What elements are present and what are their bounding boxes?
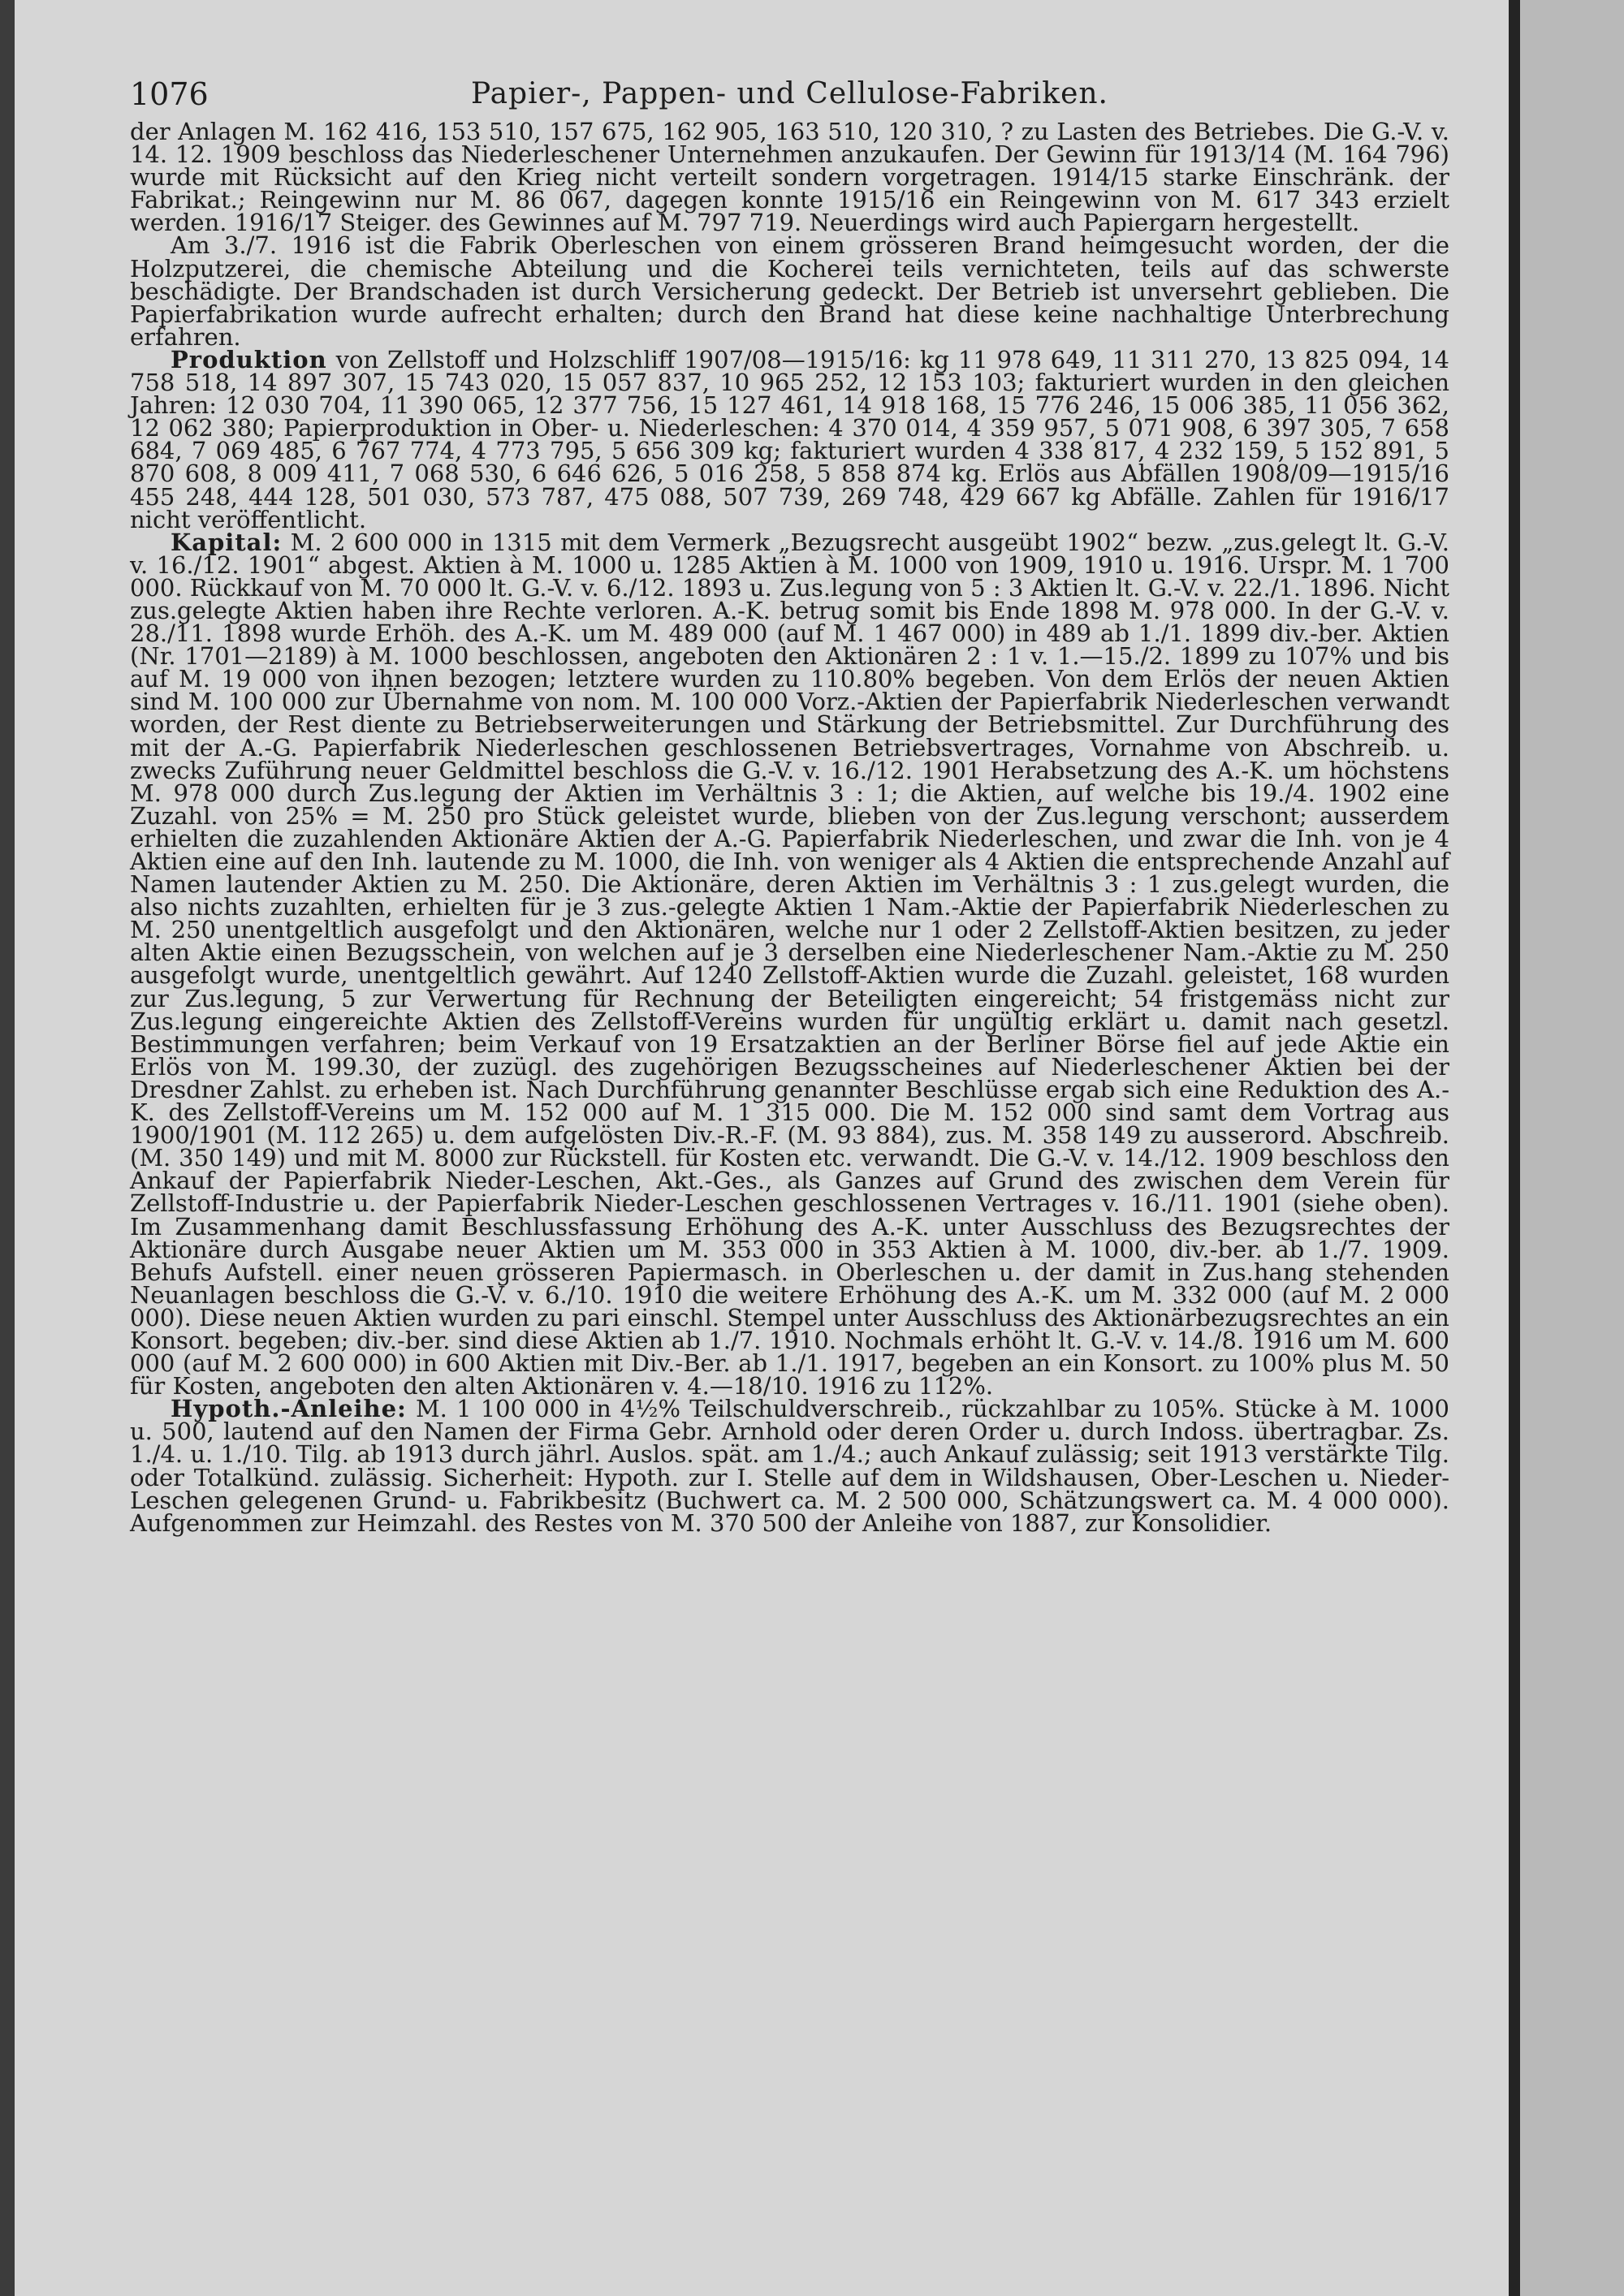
page-number: 1076 — [130, 76, 209, 112]
book-gutter — [1509, 0, 1520, 2296]
paragraph-lead: Hypoth.-Anleihe: — [171, 1395, 407, 1423]
paragraph-hypoth-anleihe: Hypoth.-Anleihe: M. 1 100 000 in 4½% Teilschuldverschreib., rückzahlbar zu 105%. Stücke à M. 1000 u. 500, lautend auf den Namen der Firma Gebr. Arnhold oder deren Order u. durch Indoss. übertragbar. Zs. 1./4. u. 1./10. Tilg. ab 1913 durch jährl. Auslos. spät. am 1./4.; auch Ankauf zulässig; seit 1913 verstärkte Tilg. oder Totalkünd. zulässig. Sicherheit: Hypoth. zur I. Stelle auf dem in Wildshausen, Ober-Leschen u. Nieder-Leschen gelegenen Grund- u. Fabrikbesitz (Buchwert ca. M. 2 500 000, Schätzungswert ca. M. 4 000 000). Aufgenommen zur Heimzahl. des Restes von M. 370 500 der Anleihe von 1887, zur Konsolidier. — [130, 1395, 1450, 1537]
adjacent-page-strip — [1520, 0, 1624, 2296]
paragraph-produktion: Produktion von Zellstoff und Holzschliff 1907/08—1915/16: kg 11 978 649, 11 311 270, 13 825 094, 14 758 518, 14 897 307, 15 743 020, 15 057 837, 10 965 252, 12 153 103; fakturiert wurden in den gleichen Jahren: 12 030 704, 11 390 065, 12 377 756, 15 127 461, 14 918 168, 15 776 246, 15 006 385, 11 056 362, 12 062 380; Papierproduktion in Ober- u. Niederleschen: 4 370 014, 4 359 957, 5 071 908, 6 397 305, 7 658 684, 7 069 485, 6 767 774, 4 773 795, 5 656 309 kg; fakturiert wurden 4 338 817, 4 232 159, 5 152 891, 5 870 608, 8 009 411, 7 068 530, 6 646 626, 5 016 258, 5 858 874 kg. Erlös aus Abfällen 1908/09—1915/16 455 248, 444 128, 501 030, 573 787, 475 088, 507 739, 269 748, 429 667 kg Abfälle. Zahlen für 1916/17 nicht veröffentlicht. — [130, 345, 1449, 533]
paragraph-kapital: Kapital: M. 2 600 000 in 1315 mit dem Vermerk „Bezugsrecht ausgeübt 1902“ bezw. „zus.gelegt lt. G.-V. v. 16./12. 1901“ abgest. Aktien à M. 1000 u. 1285 Aktien à M. 1000 von 1909, 1910 u. 1916. Urspr. M. 1 700 000. Rückkauf von M. 70 000 lt. G.-V. v. 6./12. 1893 u. Zus.legung von 5 : 3 Aktien lt. G.-V. v. 22./1. 1896. Nicht zus.gelegte Aktien haben ihre Rechte verloren. A.-K. betrug somit bis Ende 1898 M. 978 000. In der G.-V. v. 28./11. 1898 wurde Erhöh. des A.-K. um M. 489 000 (auf M. 1 467 000) in 489 ab 1./1. 1899 div.-ber. Aktien (Nr. 1701—2189) à M. 1000 beschlossen, angeboten den Aktionären 2 : 1 v. 1.—15./2. 1899 zu 107% und bis auf M. 19 000 von ihnen bezogen; letztere wurden zu 110.80% begeben. Von dem Erlös der neuen Aktien sind M. 100 000 zur Übernahme von nom. M. 100 000 Vorz.-Aktien der Papierfabrik Niederleschen verwandt worden, der Rest diente zu Betriebserweiterungen und Stärkung der Betriebsmittel. Zur Durchführung des mit der A.-G. Papierfabrik Niederleschen geschlossenen Betriebsvertrages, Vornahme von Abschreib. u. zwecks Zuführung neuer Geldmittel beschloss die G.-V. v. 16./12. 1901 Herabsetzung des A.-K. um höchstens M. 978 000 durch Zus.legung der Aktien im Verhältnis 3 : 1; die Aktien, auf welche bis 19./4. 1902 eine Zuzahl. von 25% = M. 250 pro Stück geleistet wurde, blieben von der Zus.legung verschont; ausserdem erhielten die zuzahlenden Aktionäre Aktien der A.-G. Papierfabrik Niederleschen, und zwar die Inh. von je 4 Aktien eine auf den Inh. lautende zu M. 1000, die Inh. von weniger als 4 Aktien die entsprechende Anzahl auf Namen lautender Aktien zu M. 250. Die Aktionäre, deren Aktien im Verhältnis 3 : 1 zus.gelegt wurden, die also nichts zuzahlten, erhielten für je 3 zus.-gelegte Aktien 1 Nam.-Aktie der Papierfabrik Niederleschen zu M. 250 unentgeltlich ausgefolgt und den Aktionären, welche nur 1 oder 2 Zellstoff-Aktien besitzen, zu jeder alten Aktie einen Bezugsschein, von welchen auf je 3 derselben eine Niederleschener Nam.-Aktie zu M. 250 ausgefolgt wurde, unentgeltlich gewährt. Auf 1240 Zellstoff-Aktien wurde die Zuzahl. geleistet, 168 wurden zur Zus.legung, 5 zur Verwertung für Rechnung der Beteiligten eingereicht; 54 fristgemäss nicht zur Zus.legung eingereichte Aktien des Zellstoff-Vereins wurden für ungültig erklärt u. damit nach gesetzl. Bestimmungen verfahren; beim Verkauf von 19 Ersatzaktien an der Berliner Börse fiel auf jede Aktie ein Erlös von M. 199.30, der zuzügl. des zugehörigen Bezugsscheines auf Niederleschener Aktien bei der Dresdner Zahlst. zu erheben ist. Nach Durchführung genannter Beschlüsse ergab sich eine Reduktion des A.-K. des Zellstoff-Vereins um M. 152 000 auf M. 1 315 000. Die M. 152 000 sind samt dem Vortrag aus 1900/1901 (M. 112 265) u. dem aufgelösten Div.-R.-F. (M. 93 884), zus. M. 358 149 zu ausserord. Abschreib. (M. 350 149) und mit M. 8000 zur Rückstell. für Kosten etc. verwandt. Die G.-V. v. 14./12. 1909 beschloss den Ankauf der Papierfabrik Nieder-Leschen, Akt.-Ges., als Ganzes auf Grund des zwischen dem Verein für Zellstoff-Industrie u. der Papierfabrik Nieder-Leschen geschlossenen Vertrages v. 16./11. 1901 (siehe oben). Im Zusammenhang damit Beschlussfassung Erhöhung des A.-K. unter Ausschluss des Bezugsrechtes der Aktionäre durch Ausgabe neuer Aktien um M. 353 000 in 353 Aktien à M. 1000, div.-ber. ab 1./7. 1909. Behufs Aufstell. einer neuen grösseren Papiermasch. in Oberleschen u. der damit in Zus.hang stehenden Neuanlagen beschloss die G.-V. v. 6./10. 1910 die weitere Erhöhung des A.-K. um M. 332 000 (auf M. 2 000 000). Diese neuen Aktien wurden zu pari einschl. Stempel unter Ausschluss des Aktionärbezugsrechtes an ein Konsort. begeben; div.-ber. sind diese Aktien ab 1./7. 1910. Nochmals erhöht lt. G.-V. v. 14./8. 1916 um M. 600 000 (auf M. 2 600 000) in 600 Aktien mit Div.-Ber. ab 1./1. 1917, begeben an ein Konsort. zu 100% plus M. 50 für Kosten, angeboten den alten Aktionären v. 4.—18/10. 1916 zu 112%. — [130, 528, 1449, 1400]
paragraph-anlagen: der Anlagen M. 162 416, 153 510, 157 675, 162 905, 163 510, 120 310, ? zu Lasten des Betriebes. Die G.-V. v. 14. 12. 1909 beschloss das Niederleschener Unternehmen anzukaufen. Der Gewinn für 1913/14 (M. 164 796) wurde mit Rücksicht auf den Krieg nicht verteilt sondern vorgetragen. 1914/15 starke Einschränk. der Fabrikat.; Reingewinn nur M. 86 067, dagegen konnte 1915/16 ein Reingewinn von M. 617 343 erzielt werden. 1916/17 Steiger. des Gewinnes auf M. 797 719. Neuerdings wird auch Papiergarn hergestellt. — [130, 118, 1449, 237]
paragraph-lead: Produktion — [171, 345, 327, 373]
page-content — [130, 65, 1450, 1537]
paragraph-lead: Kapital: — [171, 528, 283, 556]
page-header — [130, 65, 1449, 115]
scan-left-edge — [0, 0, 15, 2296]
running-head: Papier-, Pappen- und Cellulose-Fabriken. — [470, 77, 1108, 110]
paragraph-brand: Am 3./7. 1916 ist die Fabrik Oberleschen von einem grösseren Brand heimgesucht worden, der die Holzputzerei, die chemische Abteilung und die Kocherei teils vernichteten, teils auf das schwerste beschädigte. Der Brandschaden ist durch Versicherung gedeckt. Der Betrieb ist unversehrt geblieben. Die Papierfabrikation wurde aufrecht erhalten; durch den Brand hat diese keine nachhaltige Unterbrechung erfahren. — [130, 231, 1449, 351]
